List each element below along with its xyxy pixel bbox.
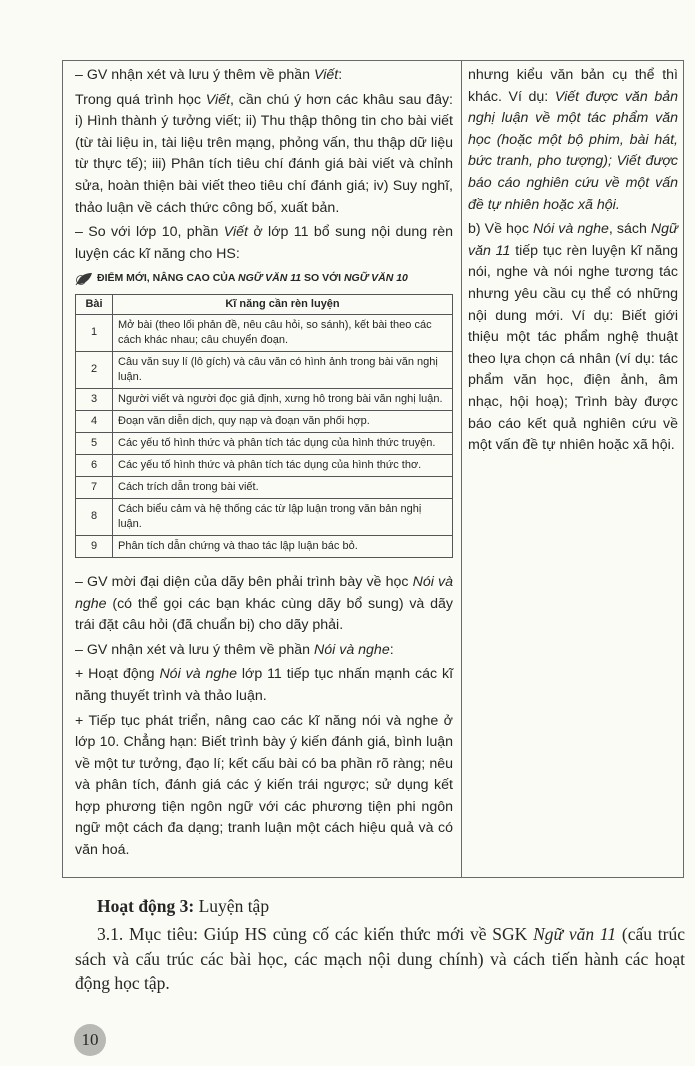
lesson-number-cell: 1 xyxy=(76,314,113,351)
text-italic: Viết được văn bản nghị luận về một tác phẩm văn học (hoặc một bộ phim, bài hát, bức tranh, pho tượng); Viết được báo cáo nghiên cứu về một vấn đề tự nhiên hoặc xã hội. xyxy=(468,88,678,213)
text-italic: Viết xyxy=(205,91,230,108)
table-title xyxy=(75,268,453,290)
lesson-number-cell: 5 xyxy=(76,432,113,454)
table-body xyxy=(76,314,453,557)
text-italic: Viết xyxy=(314,67,339,83)
skills-table xyxy=(75,294,453,558)
skill-cell: Đoạn văn diễn dịch, quy nạp và đoạn văn phối hợp. xyxy=(113,410,453,432)
skill-cell: Người viết và người đọc giả định, xưng hô trong bài văn nghị luận. xyxy=(113,388,453,410)
text: SO VỚI xyxy=(301,272,344,285)
table-row xyxy=(76,476,453,498)
text-italic: NGỮ VĂN 10 xyxy=(343,272,408,285)
heading-bold: Hoạt động 3: xyxy=(97,895,195,916)
text: : xyxy=(389,641,394,658)
text-italic: Nói và nghe xyxy=(159,666,238,683)
lesson-number-cell: 9 xyxy=(76,535,113,557)
text-italic: Nói và nghe xyxy=(314,641,390,658)
column-header: Bài xyxy=(76,294,113,314)
skill-cell: Phân tích dẫn chứng và thao tác lập luận bác bỏ. xyxy=(113,535,453,557)
column-header: Kĩ năng cần rèn luyện xyxy=(113,294,453,314)
paragraph xyxy=(468,65,678,216)
lesson-number-cell: 6 xyxy=(76,454,113,476)
text: tiếp tục rèn luyện kĩ năng nói, nghe và nói nghe tương tác nhưng yêu cầu cụ thể có những nội dung mới. Ví dụ: Biết giới thiệu một tác phẩm nghệ thuật theo lựa chọn cá nhân (ví dụ: tác phẩm văn học, điện ảnh, âm nhạc, hội hoạ); Trình bày được báo cáo kết quả nghiên cứu về một vấn đề tự nhiên hoặc xã hội. xyxy=(468,242,678,454)
paragraph xyxy=(75,664,453,707)
paragraph xyxy=(468,219,678,457)
text: + Hoạt động xyxy=(75,666,160,683)
paragraph xyxy=(75,222,453,265)
text: ở lớp 11 bổ sung nội dung rèn luyện các kĩ năng cho HS: xyxy=(75,224,453,262)
skill-cell: Câu văn suy lí (lô gích) và câu văn có hình ảnh trong bài văn nghị luận. xyxy=(113,351,453,388)
text: – GV nhận xét và lưu ý thêm về phần xyxy=(75,67,314,83)
page-number: 10 xyxy=(74,1024,106,1056)
skill-cell: Các yếu tố hình thức và phân tích tác dụng của hình thức truyện. xyxy=(113,432,453,454)
skill-cell: Mở bài (theo lối phản đề, nêu câu hỏi, so sánh), kết bài theo các cách khác nhau; câu chuyển đoạn. xyxy=(113,314,453,351)
text: (cấu trúc sách và cấu trúc các bài học, các mạch nội dung chính) và cách tiến hành các hoạt động học tập. xyxy=(75,924,685,994)
paragraph xyxy=(75,922,685,996)
text: ĐIỂM MỚI, NÂNG CAO CỦA xyxy=(97,272,238,285)
text: nhưng kiểu văn bản cụ thể thì khác. Ví dụ: xyxy=(468,67,678,105)
paragraph xyxy=(75,572,453,637)
table-row xyxy=(76,498,453,535)
paragraph xyxy=(75,65,453,87)
paragraph xyxy=(75,90,453,220)
right-column xyxy=(461,61,683,877)
lesson-number-cell: 2 xyxy=(76,351,113,388)
skill-cell: Cách trích dẫn trong bài viết. xyxy=(113,476,453,498)
text: – So với lớp 10, phần xyxy=(75,224,224,241)
lesson-number-cell: 3 xyxy=(76,388,113,410)
text-italic: Ngữ văn 11 xyxy=(468,221,679,259)
lesson-number-cell: 4 xyxy=(76,410,113,432)
paragraph: + Tiếp tục phát triển, nâng cao các kĩ năng nói và nghe ở lớp 10. Chẳng hạn: Biết trình bày ý kiến đánh giá, bình luận về một tư tưởng, đạo lí; kết cấu bài có ba phần rõ ràng; nêu và phân tích, đánh giá các ý kiến trái ngược; sử dụng kết hợp phương tiện ngôn ngữ với các phương tiện phi ngôn ngữ một cách đa dạng; tranh luận một cách hiệu quả và có văn hoá. xyxy=(75,712,453,859)
text: – GV nhận xét và lưu ý thêm về phần xyxy=(75,641,314,658)
heading-text: Luyện tập xyxy=(194,895,270,916)
skill-cell: Các yếu tố hình thức và phân tích tác dụng của hình thức thơ. xyxy=(113,454,453,476)
text: , cần chú ý hơn các khâu sau đây: i) Hình thành ý tưởng viết; ii) Thu thập thông tin cho bài viết (từ tài liệu in, tài liệu trên mạng, phỏng vấn, thu thập dữ liệu từ thực tế); iii) Phân tích tiêu chí đánh giá bài viết và chỉnh sửa, hoàn thiện bài viết theo tiêu chí đánh giá; iv) Suy nghĩ, thảo luận về cách thức công bố, xuất bản. xyxy=(75,91,453,216)
table-header-row xyxy=(76,294,453,314)
text-italic: Nói và nghe xyxy=(532,221,609,238)
skill-cell: Cách biểu cảm và hệ thống các từ lập luận trong văn bản nghị luận. xyxy=(113,498,453,535)
leaf-icon xyxy=(75,272,93,286)
text: Trong quá trình học xyxy=(75,91,206,108)
text: – GV mời đại diện của dãy bên phải trình bày về học xyxy=(75,573,413,590)
text: lớp 11 tiếp tục nhấn mạnh các kĩ năng thuyết trình và thảo luận. xyxy=(75,666,454,704)
table-row xyxy=(76,351,453,388)
text-italic: Viết xyxy=(223,224,248,241)
lesson-number-cell: 7 xyxy=(76,476,113,498)
table-row xyxy=(76,388,453,410)
text-italic: NGỮ VĂN 11 xyxy=(237,272,302,285)
text: b) Về học xyxy=(468,221,533,238)
text: , sách xyxy=(608,221,651,238)
table-row xyxy=(76,432,453,454)
text: : xyxy=(338,67,343,83)
table-row xyxy=(76,535,453,557)
table-row xyxy=(76,454,453,476)
section-heading xyxy=(75,894,685,919)
table-row xyxy=(76,314,453,351)
left-column xyxy=(63,61,461,877)
text: (có thể gọi các bạn khác cùng dãy bổ sung) và dãy trái đặt câu hỏi (đã chuẩn bị) cho dãy phải. xyxy=(75,595,453,634)
table-row xyxy=(76,410,453,432)
paragraph xyxy=(75,640,453,662)
content-table-frame xyxy=(62,60,684,878)
table-title-text xyxy=(97,268,408,290)
text: 3.1. Mục tiêu: Giúp HS củng cố các kiến thức mới về SGK xyxy=(97,924,534,945)
text-italic: Nói và nghe xyxy=(75,573,454,612)
text-italic: Ngữ văn 11 xyxy=(533,924,617,945)
activity-section xyxy=(75,894,685,996)
lesson-number-cell: 8 xyxy=(76,498,113,535)
